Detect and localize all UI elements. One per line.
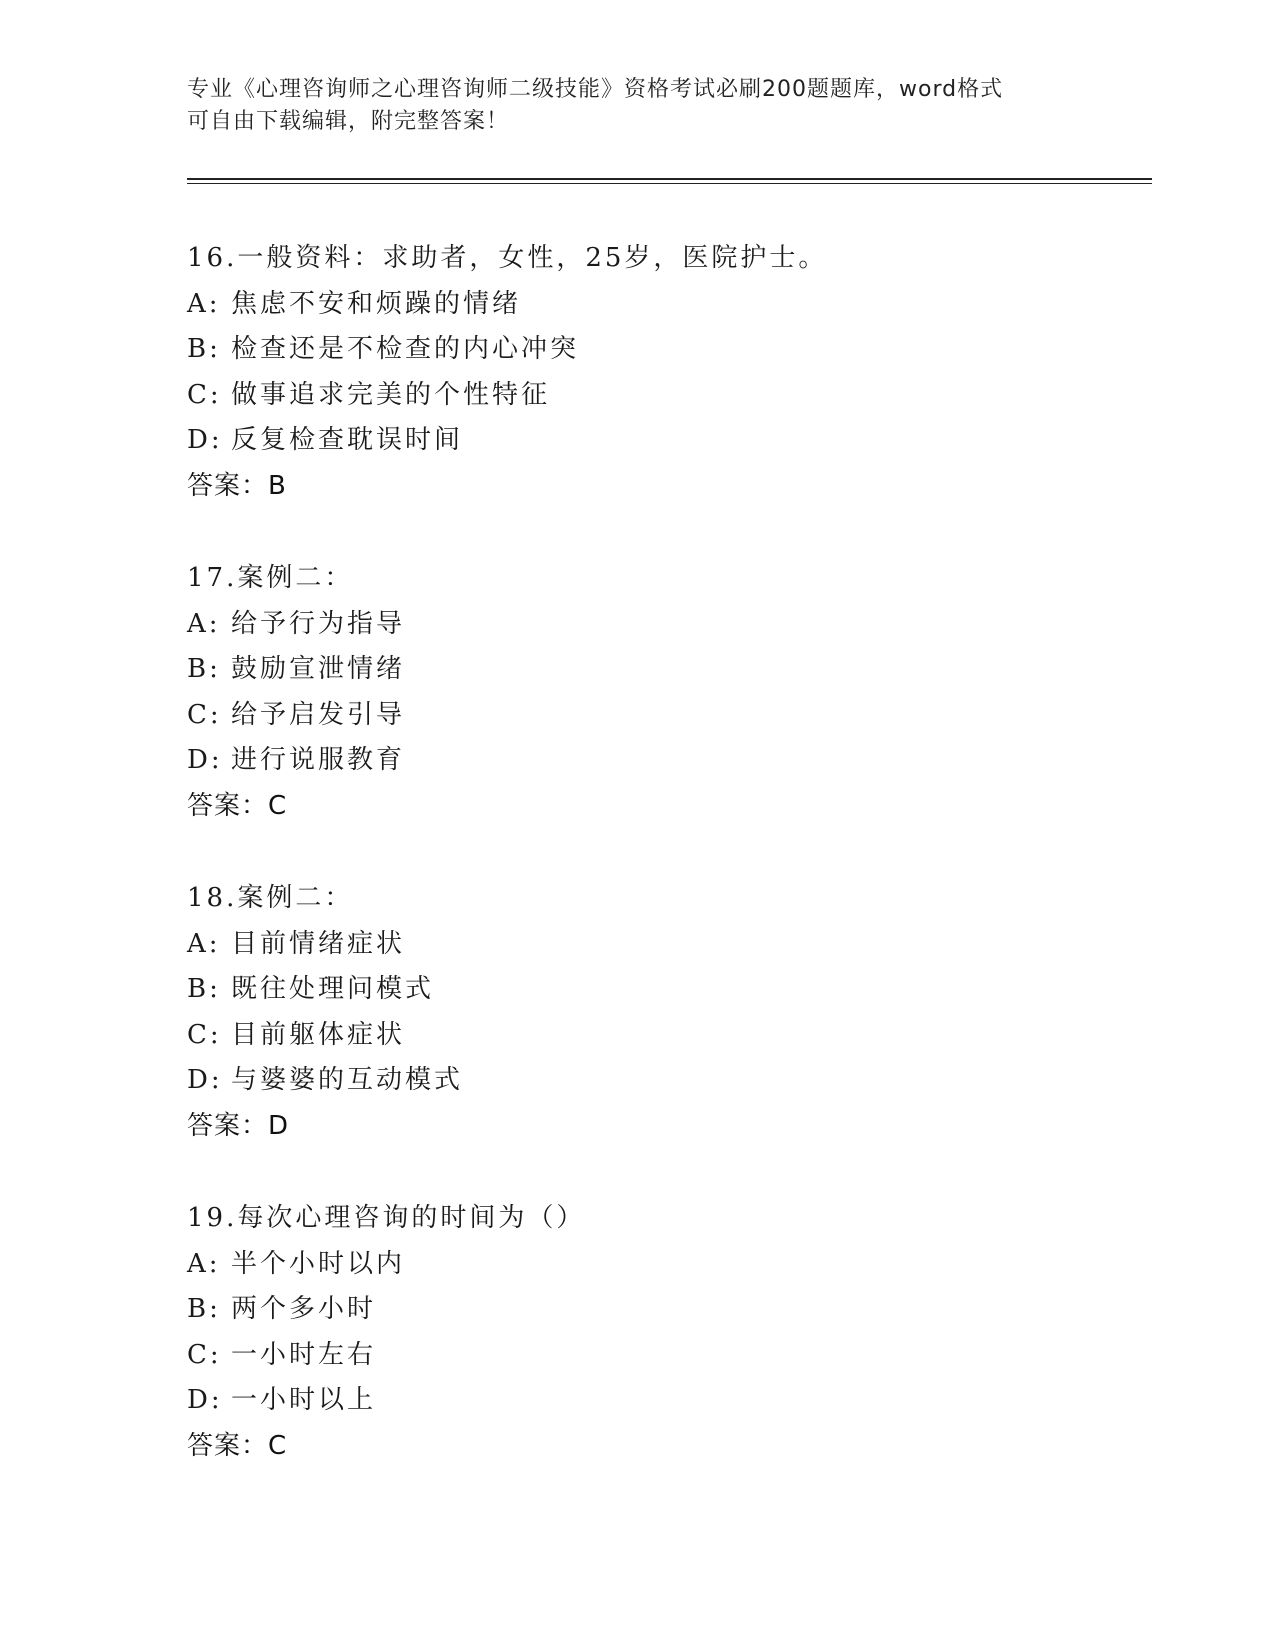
option-d bbox=[187, 1058, 1147, 1104]
option-text: 既往处理问模式 bbox=[231, 974, 435, 1004]
option-a bbox=[187, 282, 1147, 328]
option-letter: B: bbox=[187, 654, 221, 684]
option-text: 一小时以上 bbox=[231, 1385, 377, 1415]
option-text: 鼓励宣泄情绪 bbox=[231, 654, 406, 684]
option-letter: C: bbox=[187, 379, 222, 410]
option-text: 半个小时以内 bbox=[231, 1248, 406, 1279]
option-c bbox=[187, 693, 1147, 739]
option-letter: C: bbox=[187, 699, 222, 730]
header-title-line-2: 可自由下载编辑，附完整答案！ bbox=[187, 109, 510, 134]
question-stem: 18.案例二： bbox=[187, 883, 354, 913]
document-header bbox=[187, 74, 1067, 138]
question-stem: 17.案例二： bbox=[187, 563, 354, 593]
option-d bbox=[187, 418, 1147, 464]
option-letter: D: bbox=[187, 425, 223, 455]
question-17 bbox=[187, 556, 1147, 829]
option-text: 反复检查耽误时间 bbox=[231, 425, 464, 455]
header-divider-thick bbox=[187, 178, 1152, 180]
option-b bbox=[187, 647, 1147, 693]
answer-line: 答案：D bbox=[187, 1110, 290, 1141]
option-d bbox=[187, 738, 1147, 784]
option-letter: D: bbox=[187, 745, 223, 775]
option-letter: A: bbox=[187, 928, 221, 959]
option-text: 目前情绪症状 bbox=[231, 928, 406, 959]
option-c bbox=[187, 1013, 1147, 1059]
option-letter: C: bbox=[187, 1339, 222, 1370]
option-letter: A: bbox=[187, 1248, 221, 1279]
question-list bbox=[187, 236, 1147, 1516]
header-title-line-1: 专业《心理咨询师之心理咨询师二级技能》资格考试必刷200题题库，word格式 bbox=[187, 77, 1004, 102]
option-text: 两个多小时 bbox=[231, 1294, 377, 1324]
question-19 bbox=[187, 1196, 1147, 1469]
option-text: 进行说服教育 bbox=[231, 745, 406, 775]
question-18 bbox=[187, 876, 1147, 1149]
option-text: 检查还是不检查的内心冲突 bbox=[231, 334, 580, 364]
question-stem: 16.一般资料：求助者，女性，25岁，医院护士。 bbox=[187, 243, 828, 273]
option-letter: C: bbox=[187, 1019, 222, 1050]
question-16 bbox=[187, 236, 1147, 509]
option-text: 焦虑不安和烦躁的情绪 bbox=[231, 288, 522, 319]
question-stem: 19.每次心理咨询的时间为（） bbox=[187, 1203, 586, 1233]
option-b bbox=[187, 967, 1147, 1013]
option-letter: A: bbox=[187, 608, 221, 639]
option-letter: B: bbox=[187, 334, 221, 364]
option-b bbox=[187, 1287, 1147, 1333]
answer-line: 答案：C bbox=[187, 1430, 288, 1461]
answer-line: 答案：B bbox=[187, 470, 287, 501]
option-text: 目前躯体症状 bbox=[231, 1019, 406, 1050]
option-letter: D: bbox=[187, 1065, 223, 1095]
option-letter: B: bbox=[187, 974, 221, 1004]
option-c bbox=[187, 1333, 1147, 1379]
option-b bbox=[187, 327, 1147, 373]
option-text: 给予启发引导 bbox=[231, 699, 406, 730]
option-c bbox=[187, 373, 1147, 419]
option-text: 与婆婆的互动模式 bbox=[231, 1065, 464, 1095]
option-a bbox=[187, 1242, 1147, 1288]
option-a bbox=[187, 922, 1147, 968]
option-text: 做事追求完美的个性特征 bbox=[231, 379, 551, 410]
option-d bbox=[187, 1378, 1147, 1424]
option-letter: A: bbox=[187, 288, 221, 319]
option-letter: D: bbox=[187, 1385, 223, 1415]
option-text: 一小时左右 bbox=[231, 1339, 377, 1370]
option-letter: B: bbox=[187, 1294, 221, 1324]
option-text: 给予行为指导 bbox=[231, 608, 406, 639]
option-a bbox=[187, 602, 1147, 648]
header-divider-thin bbox=[187, 183, 1152, 184]
answer-line: 答案：C bbox=[187, 790, 288, 821]
